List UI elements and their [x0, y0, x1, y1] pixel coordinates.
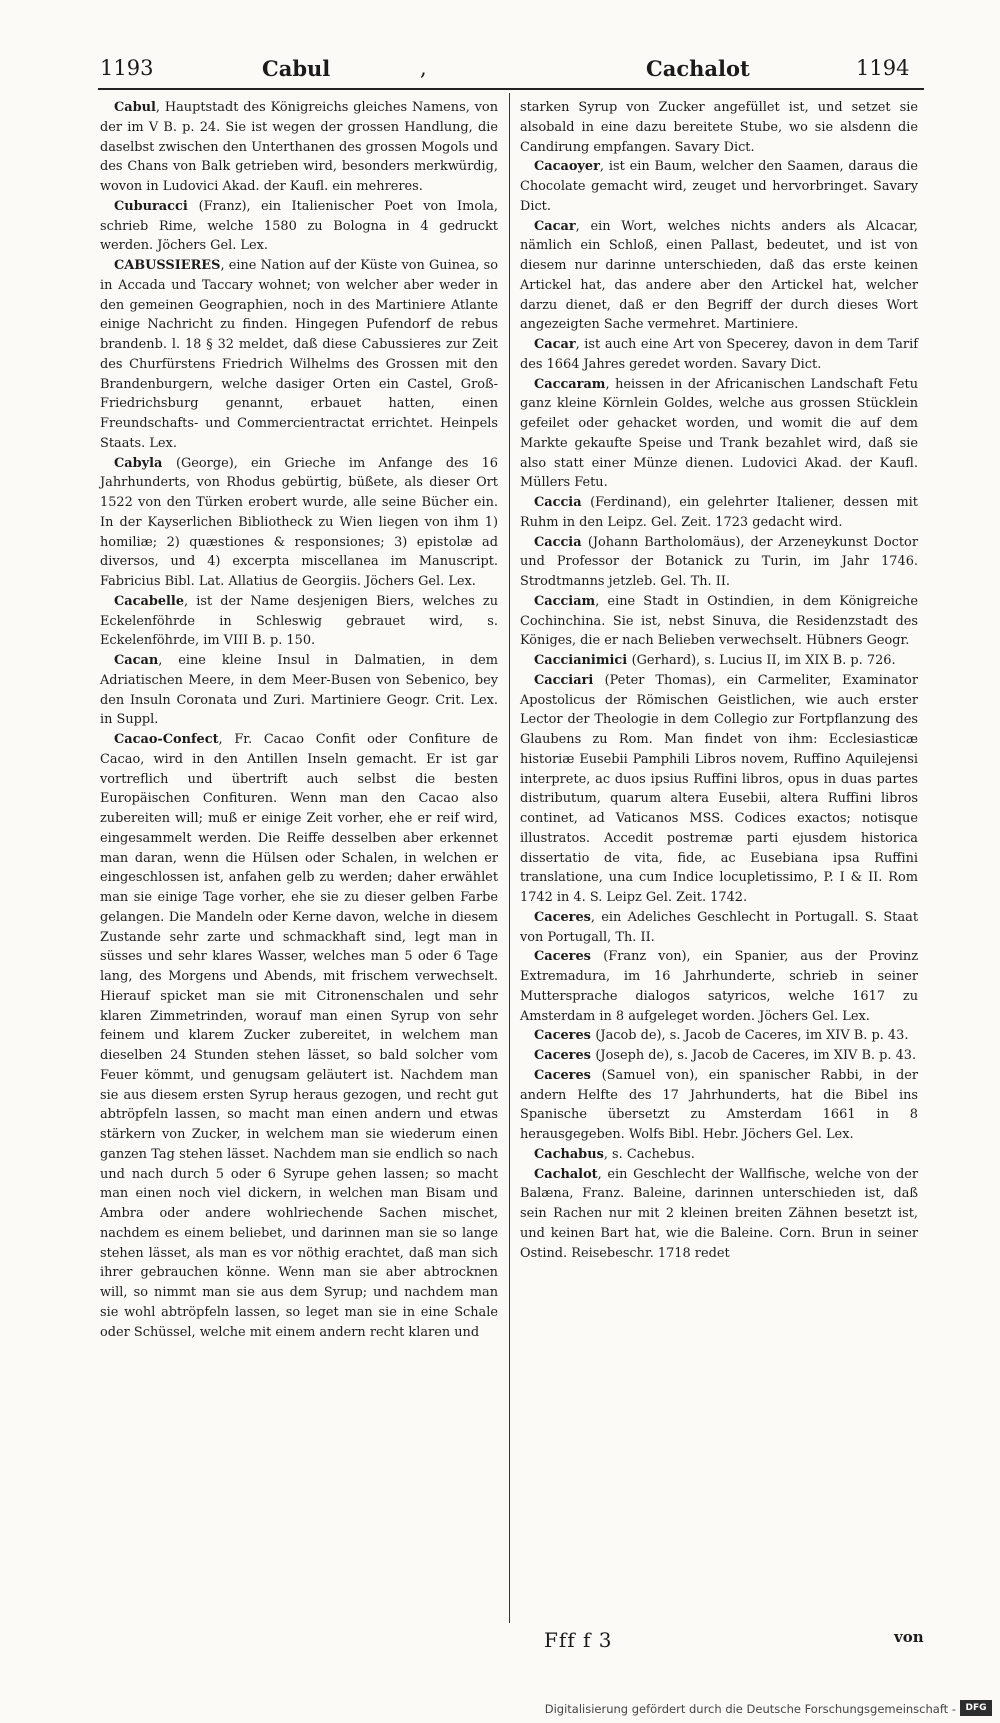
dictionary-entry: Cacan, eine kleine Insul in Dalmatien, in dem Adriatischen Meere, in dem Meer-Busen von Sebenico, bey den Insuln Coronata und Zuri. Martiniere Geogr. Crit. Lex. in Suppl. — [100, 653, 498, 728]
dictionary-entry: Caccia (Ferdinand), ein gelehrter Italiener, dessen mit Ruhm in den Leipz. Gel. Zeit. 1723 gedacht wird. — [520, 495, 918, 530]
dictionary-entry: starken Syrup von Zucker angefüllet ist, und setzet sie alsobald in eine dazu bereitete Stube, wo sie alsdenn die Candirung empfangen. Savary Dict. — [520, 100, 918, 155]
dictionary-entry: Cacciari (Peter Thomas), ein Carmeliter, Examinator Apostolicus der Römischen Geistlichen, wie auch erster Lector der Theologie in dem Collegio zur Fortpflanzung des Glaubens zu Rom. Man findet von ihm: Ecclesiasticæ historiæ Eusebii Pamphili Libros novem, Ruffino Aquilejensi interprete, ac duos ipsius Ruffini libros, opus in duas partes distributum, quarum altera Eusebii, altera Ruffini libros continet, ad Vaticanos MSS. Codices exactos; notisque illustratos. Accedit postremæ parti ejusdem historica dissertatio de vita, fide, ac Eusebiana ipsa Ruffini translatione, una cum Indice locupletissimo, P. I & II. Rom 1742 in 4. S. Leipz Gel. Zeit. 1742. — [520, 672, 918, 905]
left-column — [100, 98, 498, 1342]
dictionary-entry: Cabul, Hauptstadt des Königreichs gleiches Namens, von der im V B. p. 24. Sie ist wegen der grossen Handlung, die daselbst zwischen den Unterthanen des grossen Mogols und des Chans von Balk getrieben wird, besonders merkwürdig, wovon in Ludovici Akad. der Kaufl. ein mehreres. — [100, 100, 498, 194]
left-page-number: 1193 — [100, 56, 154, 80]
dictionary-entry: Caccianimici (Gerhard), s. Lucius II, im XIX B. p. 726. — [534, 653, 896, 668]
right-column — [520, 98, 918, 1263]
dictionary-entry: Caccia (Johann Bartholomäus), der Arzeneykunst Doctor und Professor der Botanick zu Turin, im Jahr 1746. Strodtmanns jetzleb. Gel. Th. II. — [520, 534, 918, 589]
header-mark: , — [420, 56, 427, 80]
right-running-head: Cachalot — [646, 56, 750, 81]
dictionary-entry: Caceres (Joseph de), s. Jacob de Caceres, im XIV B. p. 43. — [534, 1048, 917, 1063]
dictionary-entry: Caceres, ein Adeliches Geschlecht in Portugall. S. Staat von Portugall, Th. II. — [520, 909, 918, 945]
dictionary-entry: CABUSSIERES, eine Nation auf der Küste von Guinea, so in Accada und Taccary wohnet; von welcher aber weder in den gemeinen Geographien, noch in des Martiniere Atlante einige Nachricht zu finden. Hingegen Pufendorf de rebus brandenb. l. 18 § 32 meldet, daß diese Cabussieres zur Zeit des Churfürstens Friedrich Wilhelms des Grossen mit den Brandenburgern, welche dasiger Orten ein Castel, Groß-Friedrichsburg genannt, erbauet hatten, einen Freundschafts- und Commercientractat errichtet. Heinpels Staats. Lex. — [100, 258, 498, 451]
dictionary-entry: Caceres (Franz von), ein Spanier, aus der Provinz Extremadura, im 16 Jahrhunderte, schrieb in seiner Muttersprache dialogos satyricos, welche 1617 zu Amsterdam in 8 aufgeleget worden. Jöchers Gel. Lex. — [520, 949, 918, 1024]
dictionary-entry: Cuburacci (Franz), ein Italienischer Poet von Imola, schrieb Rime, welche 1580 zu Bologna in 4 gedruckt werden. Jöchers Gel. Lex. — [100, 198, 498, 254]
dictionary-entry: Cachabus, s. Cachebus. — [534, 1146, 695, 1162]
dfg-logo: DFG — [960, 1700, 992, 1716]
dictionary-entry: Cachalot, ein Geschlecht der Wallfische, welche von der Balæna, Franz. Baleine, darinnen unterschieden ist, daß sein Rachen nur mit 2 kleinen breiten Zähnen besetzt ist, und keinen Bart hat, wie die Baleine. Corn. Brun in seiner Ostind. Reisebeschr. 1718 redet — [520, 1166, 918, 1261]
dictionary-entry: Cacao-Confect, Fr. Cacao Confit oder Confiture de Cacao, wird in den Antillen Inseln gemacht. Er ist gar vortreflich und übertrift auch selbst die besten Europäischen Confituren. Wenn man den Cacao also zubereiten will; muß er einige Zeit vorher, ehe er reif wird, eingesammelt werden. Die Reiffe desselben aber erkennet man daran, wenn die Hülsen oder Schalen, in welchen er eingeschlossen ist, anfahen gelb zu werden; daher erwählet man sie einige Tage vorher, ehe sie zu dieser gelben Farbe gelangen. Die Mandeln oder Kerne davon, welche in diesem Zustande sehr zarte und schmackhaft sind, legt man in süsses und sehr klares Wasser, welches man 5 oder 6 Tage lang, des Morgens und Abends, mit frischem verwechselt. Hierauf spicket man sie mit Citronenschalen und sehr klaren Zimmetrinden, worauf man einen Syrup von sehr feinem und klarem Zucker zubereitet, in welchem man dieselben 24 Stunden stehen lässet, so bald solcher vom Feuer kömmt, und genugsam geläutert ist. Nachdem man sie aus diesem ersten Syrup heraus gezogen, und recht gut abtröpfeln lassen, so macht man einen andern und etwas stärkern von Zucker, in welchem man sie wiederum einen ganzen Tag stehen lässet. Nachdem man sie endlich so nach und nach durch 5 oder 6 Syrupe gehen lassen; so macht man einen noch viel dickern, in welchen man Bisam und Ambra oder andere wohlriechende Sachen mischet, nachdem es einem beliebet, und darinnen man sie so lange stehen lässet, als man es vor nöthig erachtet, daß man sich ihrer gebrauchen könne. Wenn man sie aber abtrocknen will, so nimmt man sie aus dem Syrup; und nachdem man sie wohl abtröpfeln lassen, so leget man sie in eine Schale oder Schüssel, welche mit einem andern recht klaren und — [100, 732, 498, 1340]
right-page-number: 1194 — [856, 56, 910, 80]
dictionary-entry: Caccaram, heissen in der Africanischen Landschaft Fetu ganz kleine Körnlein Goldes, welche aus grossen Stücklein gefeilet oder gehacket worden, und womit die auf dem Markte gekaufte Speise und Trank bezahlet wird, daß sie also statt einer Münze dienen. Ludovici Akad. der Kaufl. Müllers Fetu. — [520, 376, 918, 491]
dictionary-entry: Cacaoyer, ist ein Baum, welcher den Saamen, daraus die Chocolate gemacht wird, zeuget und hervorbringet. Savary Dict. — [520, 159, 918, 214]
dictionary-entry: Cacar, ein Wort, welches nichts anders als Alcacar, nämlich ein Schloß, einen Pallast, bedeutet, und ist von diesem nur darinne unterschieden, daß das erste keinen Artickel hat, das andere aber den Artickel hat, welcher darzu dienet, daß er den Begriff der durch dieses Wort angezeigten Sache vermehret. Martiniere. — [520, 218, 918, 333]
dictionary-entry: Cacar, ist auch eine Art von Specerey, davon in dem Tarif des 1664 Jahres geredet worden. Savary Dict. — [520, 337, 918, 372]
header-rule — [98, 88, 924, 90]
left-running-head: Cabul — [262, 56, 331, 81]
catchword: von — [894, 1628, 924, 1646]
column-divider — [509, 93, 510, 1623]
dictionary-entry: Caceres (Samuel von), ein spanischer Rabbi, in der andern Helfte des 17 Jahrhunderts, hat die Bibel ins Spanische übersetzt zu Amsterdam 1661 in 8 herausgegeben. Wolfs Bibl. Hebr. Jöchers Gel. Lex. — [520, 1067, 918, 1142]
dictionary-entry: Caceres (Jacob de), s. Jacob de Caceres, im XIV B. p. 43. — [534, 1028, 909, 1044]
digitization-footer — [0, 1694, 1000, 1723]
dictionary-entry: Cabyla (George), ein Grieche im Anfange des 16 Jahrhunderts, von Rhodus gebürtig, büßete, als dieser Ort 1522 von den Türken erobert wurde, alle seine Bücher ein. In der Kayserlichen Bibliotheck zu Wien liegen von ihm 1) homiliæ; 2) quæstiones & responsiones; 3) epistolæ ad diversos, und 4) excerpta miscellanea im Manuscript. Fabricius Bibl. Lat. Allatius de Georgiis. Jöchers Gel. Lex. — [100, 455, 498, 589]
signature-mark: Fff f 3 — [544, 1628, 613, 1652]
dictionary-entry: Cacabelle, ist der Name desjenigen Biers, welches zu Eckelenföhrde in Schleswig gebrauet wird, s. Eckelenföhrde, im VIII B. p. 150. — [100, 593, 498, 649]
dictionary-entry: Cacciam, eine Stadt in Ostindien, in dem Königreiche Cochinchina. Sie ist, nebst Sinuva, die Residenzstadt des Königes, die er nach Belieben verwechselt. Hübners Geogr. — [520, 593, 918, 649]
footer-text: Digitalisierung gefördert durch die Deutsche Forschungsgemeinschaft - — [544, 1702, 956, 1716]
